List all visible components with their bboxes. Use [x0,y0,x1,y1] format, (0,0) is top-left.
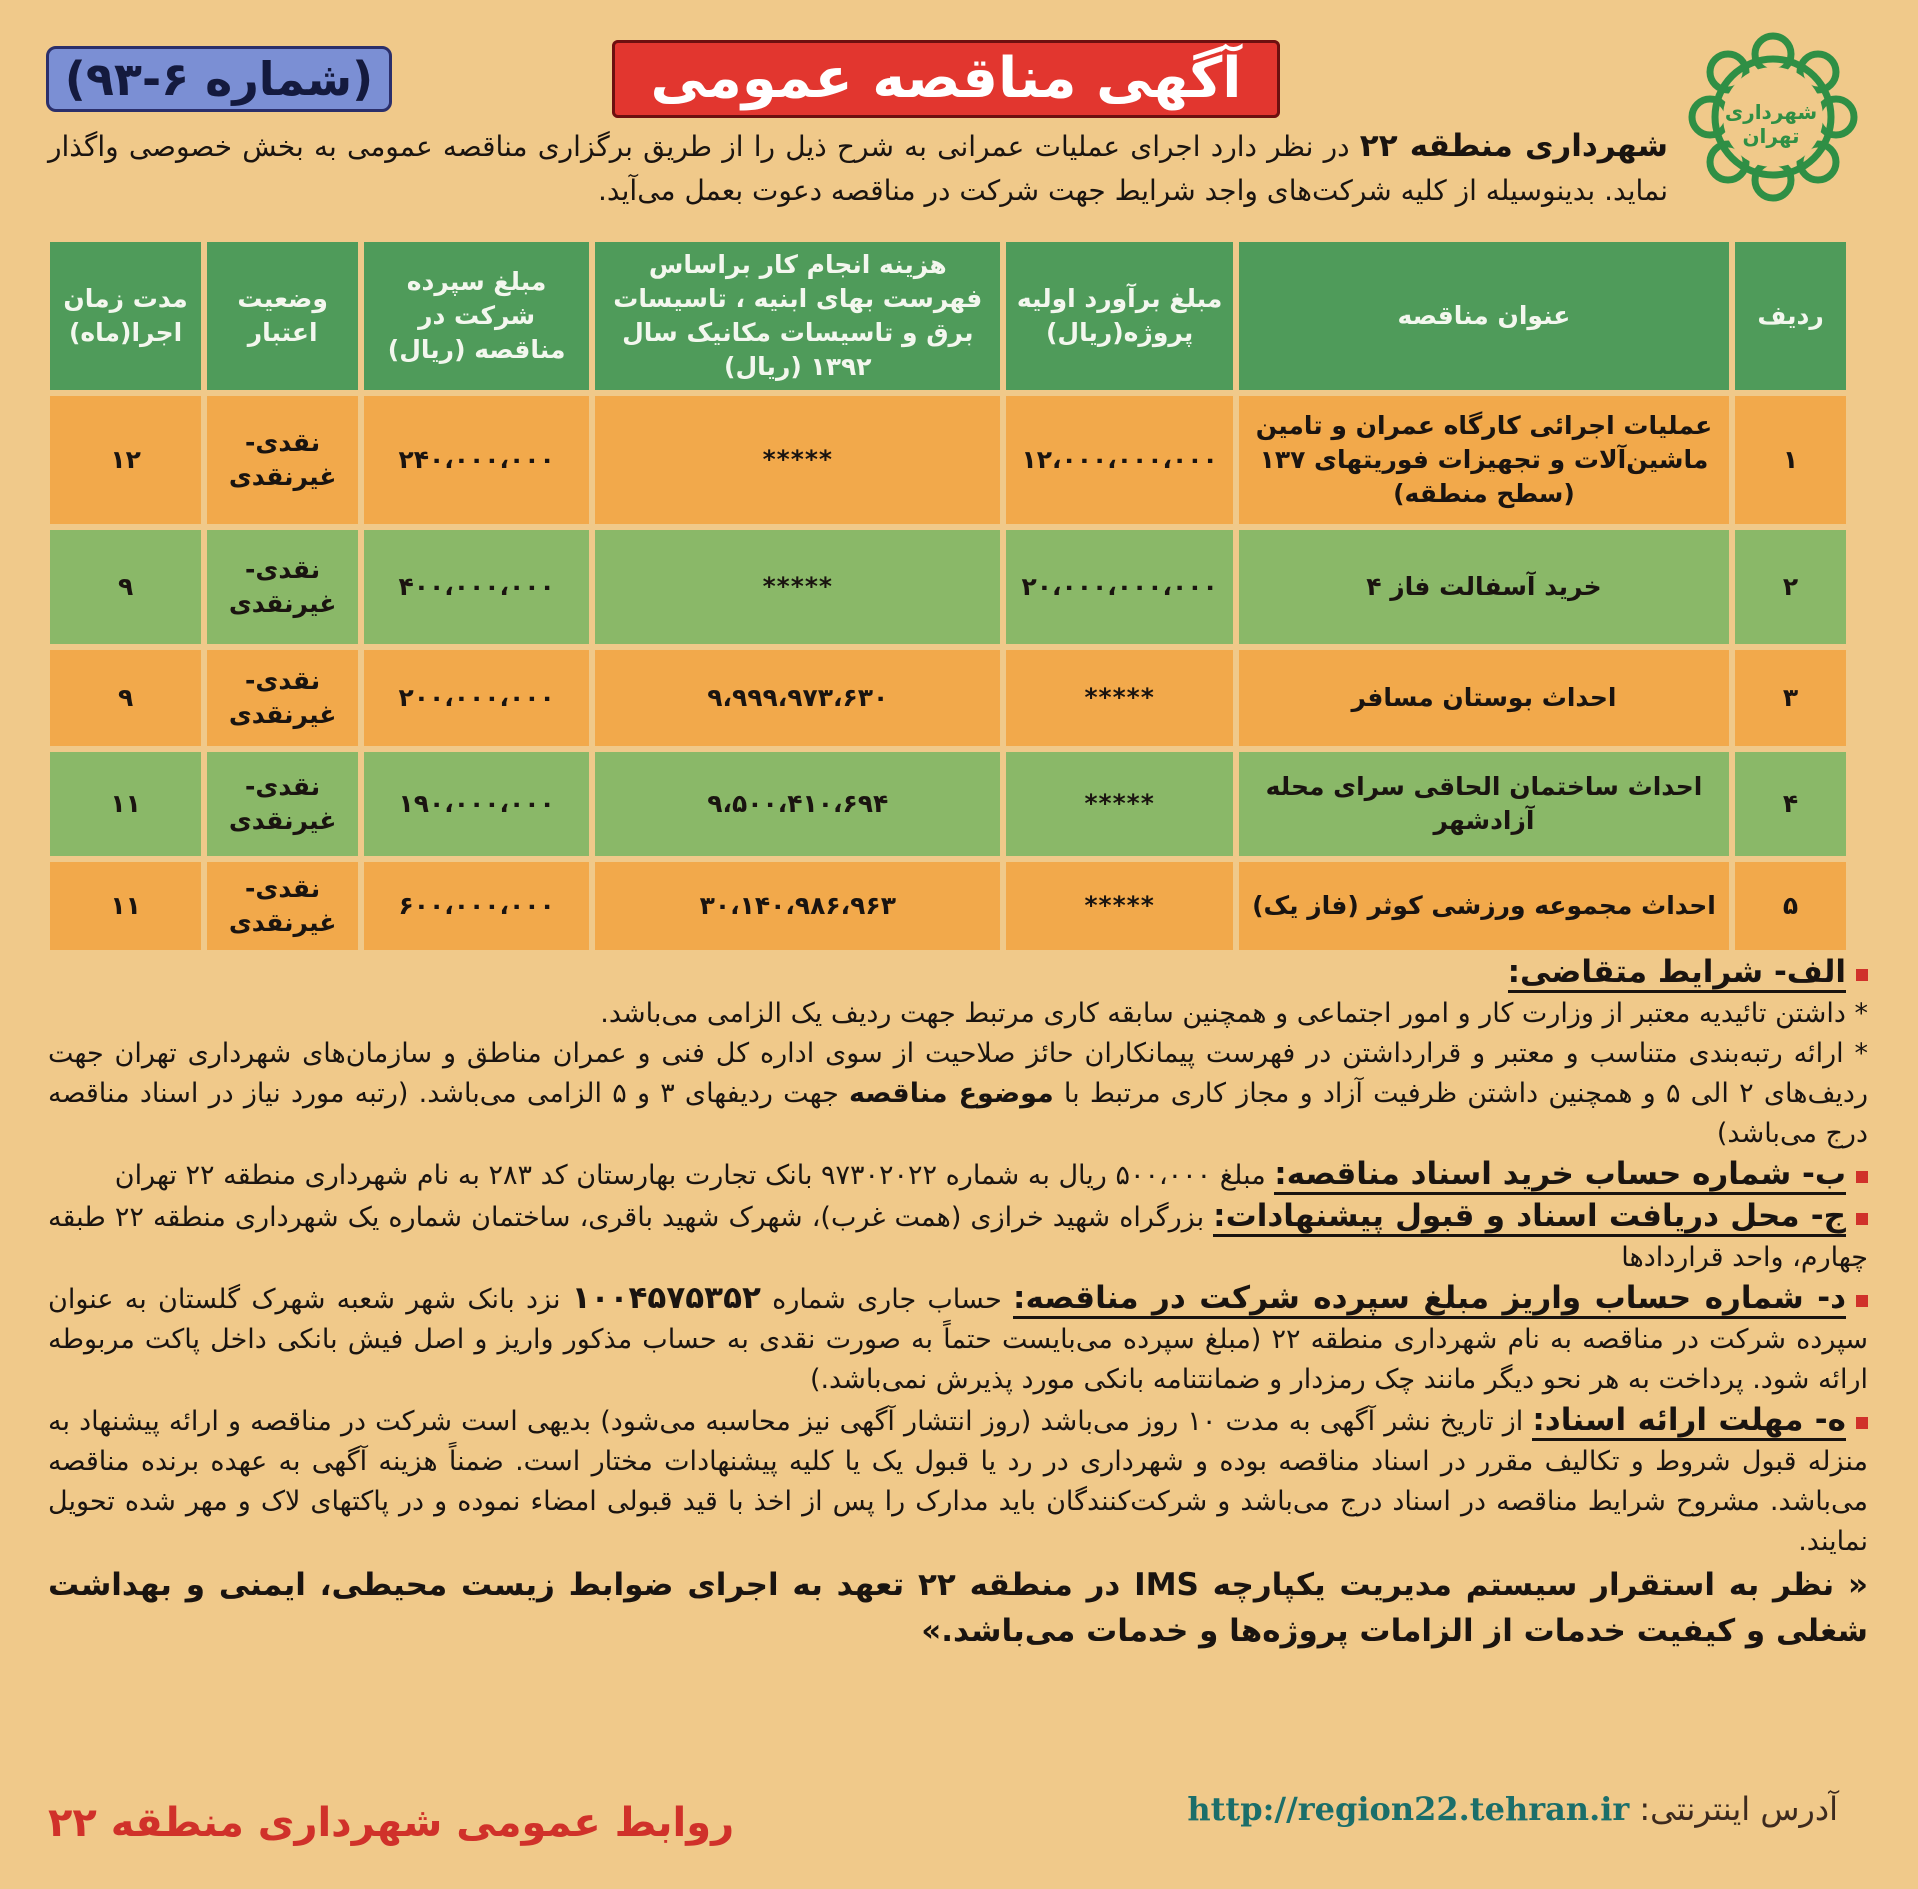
cell-cost: ۹،۵۰۰،۴۱۰،۶۹۴ [595,752,1000,856]
cell-credit: نقدی- غیرنقدی [207,396,358,524]
cell-duration: ۹ [50,650,201,746]
header-row-number: ردیف [1735,242,1846,390]
public-relations-signature: روابط عمومی شهرداری منطقه ۲۲ [48,1800,735,1846]
cell-credit: نقدی- غیرنقدی [207,752,358,856]
table-row [50,530,1846,644]
red-bullet-icon [1856,1213,1868,1225]
cell-title: احداث بوستان مسافر [1239,650,1729,746]
intro-text: در نظر دارد اجرای عملیات عمرانی به شرح ذیل را از طریق برگزاری مناقصه عمومی به بخش خصوصی واگذار نماید. بدینوسیله از کلیه شرکت‌های واجد شرایط جهت شرکت در مناقصه دعوت بعمل می‌آید. [48,130,1668,207]
website-link[interactable]: http://region22.tehran.ir [1187,1790,1630,1828]
header-credit: وضعیت اعتبار [207,242,358,390]
section-d-text: حساب جاری شماره [760,1284,1014,1315]
cell-credit: نقدی- غیرنقدی [207,530,358,644]
table-row [50,650,1846,746]
section-c-heading: ج- محل دریافت اسناد و قبول پیشنهادات: [1213,1198,1846,1237]
intro-paragraph [48,124,1668,213]
cell-deposit: ۶۰۰،۰۰۰،۰۰۰ [364,862,589,950]
section-a-item-2-tail: جهت ردیفهای ۳ و ۵ الزامی می‌باشد. (رتبه مورد نیاز در اسناد مناقصه درج می‌باشد) [48,1078,1868,1149]
table-row [50,396,1846,524]
red-bullet-icon [1856,969,1868,981]
cell-row-number: ۴ [1735,752,1846,856]
section-a-item-2-bold: موضوع مناقصه [849,1078,1054,1109]
cell-deposit: ۴۰۰،۰۰۰،۰۰۰ [364,530,589,644]
cell-row-number: ۳ [1735,650,1846,746]
header-estimate: مبلغ برآورد اولیه پروژه(ریال) [1006,242,1232,390]
cell-duration: ۱۱ [50,752,201,856]
ims-note: « نظر به استقرار سیستم مدیریت یکپارچه IMS در منطقه ۲۲ تعهد به اجرای ضوابط زیست محیطی، ایمنی و بهداشت شغلی و کیفیت خدمات از الزامات پروژه‌ها و خدمات می‌باشد.» [48,1567,1868,1649]
cell-title: احداث مجموعه ورزشی کوثر (فاز یک) [1239,862,1729,950]
header-cost: هزینه انجام کار براساس فهرست بهای ابنیه ، تاسیسات برق و تاسیسات مکانیک سال ۱۳۹۲ (ریال) [595,242,1000,390]
header-deposit: مبلغ سپرده شرکت در مناقصه (ریال) [364,242,589,390]
section-a-heading: الف- شرایط متقاضی: [1508,954,1846,993]
header-duration: مدت زمان اجرا(ماه) [50,242,201,390]
section-a-item-1: * داشتن تائیدیه معتبر از وزارت کار و امور اجتماعی و همچنین سابقه کاری مرتبط جهت ردیف یک الزامی می‌باشد. [600,998,1868,1029]
cell-cost: ***** [595,396,1000,524]
cell-title: خرید آسفالت فاز ۴ [1239,530,1729,644]
cell-cost: ۹،۹۹۹،۹۷۳،۶۳۰ [595,650,1000,746]
cell-estimate: ۲۰،۰۰۰،۰۰۰،۰۰۰ [1006,530,1232,644]
website-address [1187,1790,1838,1828]
conditions-section [48,952,1868,1654]
cell-deposit: ۱۹۰،۰۰۰،۰۰۰ [364,752,589,856]
cell-estimate: ***** [1006,862,1232,950]
cell-estimate: ***** [1006,650,1232,746]
section-b-text: مبلغ ۵۰۰،۰۰۰ ریال به شماره ۹۷۳۰۲۰۲۲ بانک تجارت بهارستان کد ۲۸۳ به نام شهرداری منطقه ۲۲ تهران [114,1160,1275,1191]
deposit-account-number: ۱۰۰۴۵۷۵۳۵۲ [571,1280,761,1316]
cell-duration: ۹ [50,530,201,644]
cell-estimate: ***** [1006,752,1232,856]
cell-credit: نقدی- غیرنقدی [207,862,358,950]
org-name: شهرداری منطقه ۲۲ [1359,128,1668,164]
table-header-row [50,242,1846,390]
tender-table [44,236,1852,956]
section-a-item-2-text: * ارائه رتبه‌بندی متناسب و معتبر و قرارداشتن در فهرست پیمانکاران حائز صلاحیت از سوی اداره کل فنی و عمران مناطق و سازمان‌های شهرداری تهران جهت ردیف‌های ۲ الی ۵ و همچنین داشتن ظرفیت آزاد و مجاز کاری مرتبط با [48,1038,1868,1109]
cell-row-number: ۱ [1735,396,1846,524]
section-d-heading: د- شماره حساب واریز مبلغ سپرده شرکت در مناقصه: [1013,1280,1846,1319]
header-title: عنوان مناقصه [1239,242,1729,390]
cell-credit: نقدی- غیرنقدی [207,650,358,746]
cell-deposit: ۲۰۰،۰۰۰،۰۰۰ [364,650,589,746]
website-label: آدرس اینترنتی: [1629,1790,1838,1828]
table-row [50,752,1846,856]
cell-title: عملیات اجرائی کارگاه عمران و تامین ماشین‌آلات و تجهیزات فوریتهای ۱۳۷ (سطح منطقه) [1239,396,1729,524]
section-a-item-2 [48,1034,1868,1154]
cell-row-number: ۲ [1735,530,1846,644]
red-bullet-icon [1856,1171,1868,1183]
red-bullet-icon [1856,1417,1868,1429]
notice-title: آگهی مناقصه عمومی [612,40,1280,118]
section-d-text-tail: نزد بانک شهر شعبه شهرک گلستان به عنوان سپرده شرکت در مناقصه به نام شهرداری منطقه ۲۲ (مبلغ سپرده می‌بایست حتماً به صورت نقدی به حساب مذکور واریز و اصل فیش بانکی داخل پاکت مربوطه ارائه شود. پرداخت به هر نحو دیگر مانند چک رمزدار و ضمانتنامه بانکی مورد پذیرش نمی‌باشد.) [48,1284,1868,1395]
section-b-heading: ب- شماره حساب خرید اسناد مناقصه: [1274,1156,1846,1195]
cell-row-number: ۵ [1735,862,1846,950]
cell-estimate: ۱۲،۰۰۰،۰۰۰،۰۰۰ [1006,396,1232,524]
section-e-heading: ه- مهلت ارائه اسناد: [1532,1402,1846,1441]
cell-cost: ۳۰،۱۴۰،۹۸۶،۹۶۳ [595,862,1000,950]
cell-title: احداث ساختمان الحاقی سرای محله آزادشهر [1239,752,1729,856]
notice-number: (شماره ۶-۹۳) [46,46,392,112]
logo-text: شهرداری تهران [1724,100,1818,148]
section-c-text: بزرگراه شهید خرازی (همت غرب)، شهرک شهید باقری، ساختمان شماره یک شهرداری منطقه ۲۲ طبقه چهارم، واحد قراردادها [48,1202,1868,1273]
cell-cost: ***** [595,530,1000,644]
section-e-text: از تاریخ نشر آگهی به مدت ۱۰ روز می‌باشد (روز انتشار آگهی نیز محاسبه می‌شود) بدیهی است شرکت در مناقصه و ارائه پیشنهاد به منزله قبول شروط و تکالیف مقرر در اسناد مناقصه بوده و شهرداری در رد یا قبول یک یا کلیه پیشنهادات مختار است. ضمناً هزینه آگهی به عهده برنده مناقصه می‌باشد. مشروح شرایط مناقصه در اسناد درج می‌باشد و شرکت‌کنندگان باید مدارک را پس از اخذ با قید قبولی امضاء نموده و در پاکتهای لاک و مهر شده تحویل نمایند. [48,1406,1868,1557]
table-row [50,862,1846,950]
red-bullet-icon [1856,1295,1868,1307]
cell-deposit: ۲۴۰،۰۰۰،۰۰۰ [364,396,589,524]
cell-duration: ۱۱ [50,862,201,950]
cell-duration: ۱۲ [50,396,201,524]
